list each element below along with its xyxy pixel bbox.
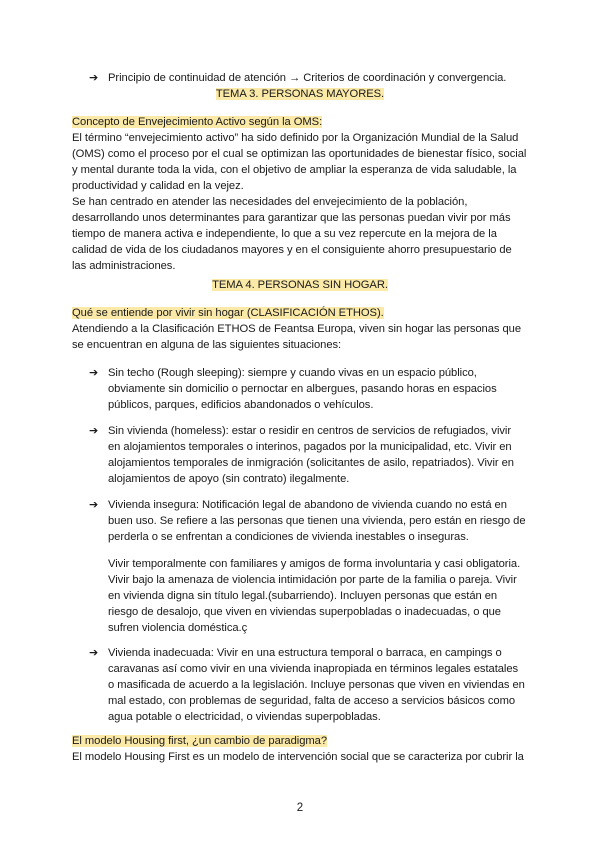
sin-vivienda-line: en alojamientos temporales o interinos, pagados por la municipalidad, etc. Vivir en	[108, 441, 512, 453]
insegura-extra-line: riesgo de desalojo, que viven en viviendas superpobladas o inadecuadas, o que	[108, 606, 501, 618]
oms-line: tiempo de manera activa e independiente, lo que a su vez repercute en la mejora de la	[72, 228, 497, 240]
vivienda-inadecuada-line: agua potable o electricidad, o viviendas superpobladas.	[108, 711, 381, 723]
housing-heading: El modelo Housing first, ¿un cambio de paradigma?	[72, 735, 327, 747]
bullet-arrow-icon: ➔	[89, 367, 99, 379]
housing-heading-wrap	[72, 733, 327, 749]
oms-line: desarrollando unos determinantes para garantizar que las personas puedan vivir por más	[72, 212, 511, 224]
sin-techo-line: públicos, parques, edificios abandonados o vehículos.	[108, 399, 374, 411]
tema4-heading: TEMA 4. PERSONAS SIN HOGAR.	[212, 279, 388, 291]
sin-techo-line: Sin techo (Rough sleeping): siempre y cuando vivas en un espacio público,	[108, 367, 477, 379]
sin-techo-line: obviamente sin domicilio o pernoctar en albergues, pasando horas en espacios	[108, 383, 497, 395]
page-number: 2	[296, 802, 304, 814]
vivienda-inadecuada-line: Vivienda inadecuada: Vivir en una estructura temporal o barraca, en campings o	[108, 647, 502, 659]
tema3-heading-wrap	[0, 86, 600, 102]
vivienda-insegura-line: Vivienda insegura: Notificación legal de abandono de vivienda cuando no está en	[108, 499, 507, 511]
bullet-arrow-icon: ➔	[89, 647, 99, 659]
tema4-heading-wrap	[0, 277, 600, 293]
oms-line: (OMS) como el proceso por el cual se optimizan las oportunidades de bienestar físico, social	[72, 148, 527, 160]
vivienda-inadecuada-line: mal estado, con problemas de seguridad, falta de acceso a servicios básicos como	[108, 695, 516, 707]
bullet-arrow-icon: ➔	[89, 499, 99, 511]
ethos-heading: Qué se entiende por vivir sin hogar (CLASIFICACIÓN ETHOS).	[72, 307, 384, 319]
oms-heading: Concepto de Envejecimiento Activo según la OMS:	[72, 116, 323, 128]
oms-line: productividad y calidad en la vejez.	[72, 180, 244, 192]
oms-line: Se han centrado en atender las necesidades del envejecimiento de la población,	[72, 196, 468, 208]
insegura-extra-line: Vivir bajo la amenaza de violencia intimidación por parte de la familia o pareja. Vivir	[108, 574, 517, 586]
bullet-arrow-icon: ➔	[89, 425, 99, 437]
oms-line: El término “envejecimiento activo” ha sido definido por la Organización Mundial de la Salud	[72, 132, 519, 144]
oms-line: y mental durante toda la vida, con el objetivo de ampliar la esperanza de vida saludable, la	[72, 164, 517, 176]
oms-line: las administraciones.	[72, 260, 176, 272]
sin-vivienda-line: Sin vivienda (homeless): estar o residir en centros de servicios de refugiados, vivir	[108, 425, 512, 437]
vivienda-inadecuada-line: o masificada de acuerdo a la legislación. Incluye personas que viven en viviendas en	[108, 679, 525, 691]
sin-vivienda-line: alojamientos de apoyo (sin contrato) ilegalmente.	[108, 473, 350, 485]
insegura-extra-line: sufren violencia doméstica.ç	[108, 622, 248, 634]
oms-line: calidad de vida de los ciudadanos mayores y en el consiguiente ahorro presupuestario de	[72, 244, 512, 256]
ethos-heading-wrap	[72, 305, 384, 321]
ethos-intro-line: se encuentran en alguna de las siguientes situaciones:	[72, 339, 342, 351]
top-bullet-text: Principio de continuidad de atención → Criterios de coordinación y convergencia.	[108, 72, 507, 84]
ethos-intro-line: Atendiendo a la Clasificación ETHOS de Feantsa Europa, viven sin hogar las personas que	[72, 323, 522, 335]
insegura-extra-line: Vivir temporalmente con familiares y amigos de forma involuntaria y casi obligatoria.	[108, 558, 521, 570]
sin-vivienda-line: alojamientos temporales de inmigración (solicitantes de asilo, repatriados). Vivir en	[108, 457, 514, 469]
vivienda-insegura-line: buen uso. Se refiere a las personas que tienen una vivienda, pero están en riesgo de	[108, 515, 526, 527]
vivienda-inadecuada-line: caravanas así como vivir en una vivienda inapropiada en términos legales estatales	[108, 663, 519, 675]
insegura-extra-line: en vivienda digna sin título legal.(subarriendo). Incluyen personas que están en	[108, 590, 498, 602]
vivienda-insegura-line: perderla o se enfrentan a condiciones de vivienda inestables o inseguras.	[108, 531, 469, 543]
bullet-arrow-icon: ➔	[89, 72, 99, 84]
housing-line: El modelo Housing First es un modelo de intervención social que se caracteriza por cubrir la	[72, 751, 524, 763]
oms-heading-wrap	[72, 114, 322, 130]
tema3-heading: TEMA 3. PERSONAS MAYORES.	[215, 88, 385, 100]
